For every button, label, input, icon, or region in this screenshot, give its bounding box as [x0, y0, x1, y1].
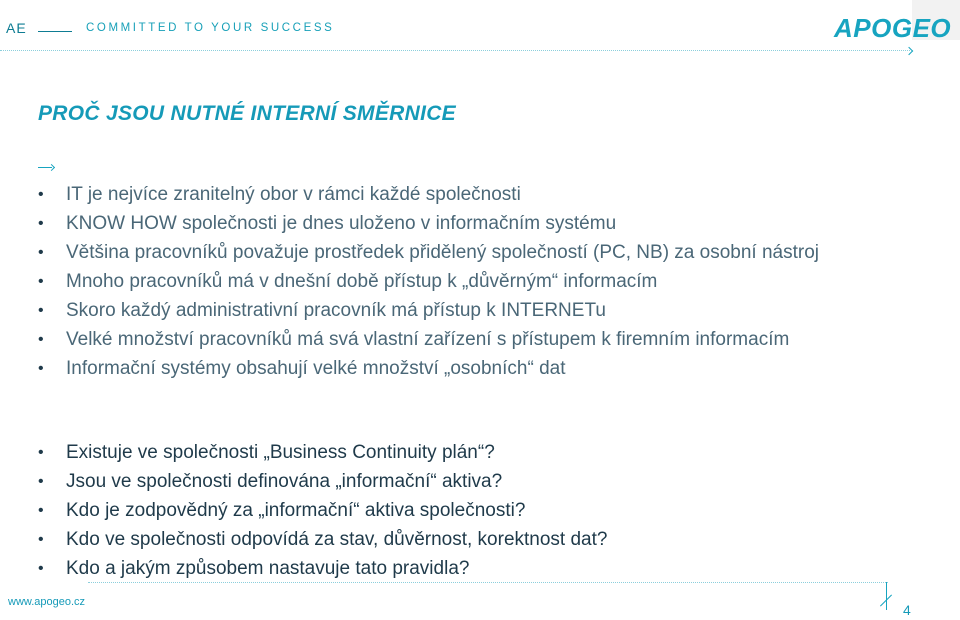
header-divider-line [38, 31, 72, 32]
list-item: • Kdo ve společnosti odpovídá za stav, důvěrnost, korektnost dat? [38, 525, 908, 554]
list-item: • KNOW HOW společnosti je dnes uloženo v informačním systému [38, 209, 908, 238]
header-rule-arrow-icon [905, 47, 913, 55]
list-item: • Existuje ve společnosti „Business Continuity plán“? [38, 438, 908, 467]
bullet-list-facts [38, 180, 908, 383]
header-rule [0, 50, 910, 51]
list-item: • Většina pracovníků považuje prostředek přidělený společností (PC, NB) za osobní nástroj [38, 238, 908, 267]
arrow-icon [38, 167, 52, 168]
header-tagline: COMMITTED TO YOUR SUCCESS [86, 22, 335, 34]
bullet-list-questions [38, 438, 908, 583]
header-abbreviation: AE [6, 20, 27, 36]
list-item: • Jsou ve společnosti definována „informační“ aktiva? [38, 467, 908, 496]
apogeo-logo: APOGEO [834, 13, 952, 43]
list-item: • Skoro každý administrativní pracovník má přístup k INTERNETu [38, 296, 908, 325]
slide-title: PROČ JSOU NUTNÉ INTERNÍ SMĚRNICE [38, 102, 456, 125]
list-item: • Mnoho pracovníků má v dnešní době přístup k „důvěrným“ informacím [38, 267, 908, 296]
page-number: 4 [903, 602, 911, 618]
list-item: • IT je nejvíce zranitelný obor v rámci každé společnosti [38, 180, 908, 209]
footer-website-link[interactable]: www.apogeo.cz [8, 596, 86, 608]
list-item: • Velké množství pracovníků má svá vlastní zařízení s přístupem k firemním informacím [38, 325, 908, 354]
footer-rule [88, 582, 888, 583]
list-item: • Kdo a jakým způsobem nastavuje tato pravidla? [38, 554, 908, 583]
list-item: • Kdo je zodpovědný za „informační“ aktiva společnosti? [38, 496, 908, 525]
list-item: • Informační systémy obsahují velké množství „osobních“ dat [38, 354, 908, 383]
